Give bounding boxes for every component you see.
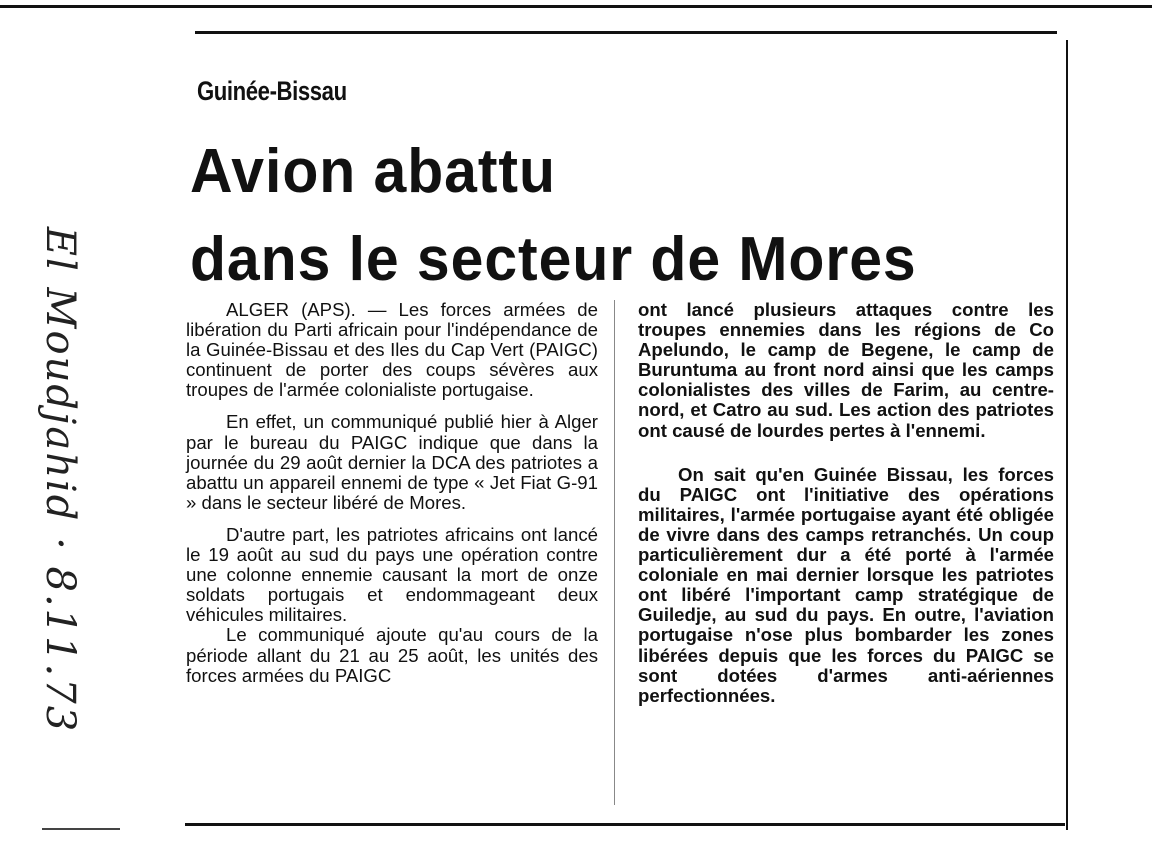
article-bottom-rule — [185, 823, 1065, 826]
column-divider — [614, 300, 615, 805]
right-column — [638, 300, 1054, 706]
paragraph: ALGER (APS). — Les forces armées de libération du Parti africain pour l'indépendance de la Guinée-Bissau et des Iles du Cap Vert (PAIGC) continuent de porter des coups sévères aux troupes de l'armée colonialiste portugaise. — [186, 299, 598, 401]
top-border-rule — [0, 5, 1152, 8]
paragraph: D'autre part, les patriotes africains ont lancé le 19 août au sud du pays une opération contre une colonne ennemie causant la mort de onze soldats portugais et endommageant deux véhicules militaires. — [186, 523, 598, 626]
paragraph: En effet, un communiqué publié hier à Alger par le bureau du PAIGC indique que dans la journée du 29 août dernier la DCA des patriotes a abattu un appareil ennemi de type « Jet Fiat G-91 » dans le secteur libéré de Mores. — [186, 411, 598, 513]
headline-line-1: Avion abattu — [190, 137, 556, 206]
handwritten-date-note: El Moudjahid · 8.11.73 — [37, 226, 83, 734]
headline-line-2: dans le secteur de Mores — [190, 225, 917, 294]
margin-bottom-mark — [42, 828, 120, 830]
article-top-rule — [195, 31, 1057, 34]
paragraph: On sait qu'en Guinée Bissau, les forces du PAIGC ont l'initiative des opérations militaires, l'armée portugaise ayant été obligée de vivre dans des camps retranchés. Un coup particulièrement dur a été porté à l'armée coloniale en mai dernier lorsque les patriotes ont libéré l'important camp stratégique de Guiledje, au sud du pays. En outre, l'aviation portugaise n'ose plus bombarder les zones libérées depuis que les forces du PAIGC se sont dotées d'armes anti-aériennes perfectionnées. — [638, 463, 1054, 706]
article-right-rule — [1066, 40, 1068, 830]
article-headline — [190, 128, 917, 304]
section-kicker: Guinée-Bissau — [197, 76, 347, 106]
paragraph: ont lancé plusieurs attaques contre les troupes ennemies dans les régions de Co Apelundo, le camp de Begene, le camp de Buruntuma au front nord ainsi que les camps colonialistes des villes de Farim, au centre-nord, et Catro au sud. Les action des patriotes ont causé de lourdes pertes à l'ennemi. — [638, 299, 1054, 441]
left-column — [186, 300, 598, 686]
paragraph: Le communiqué ajoute qu'au cours de la période allant du 21 au 25 août, les unités des forces armées du PAIGC — [186, 624, 598, 686]
